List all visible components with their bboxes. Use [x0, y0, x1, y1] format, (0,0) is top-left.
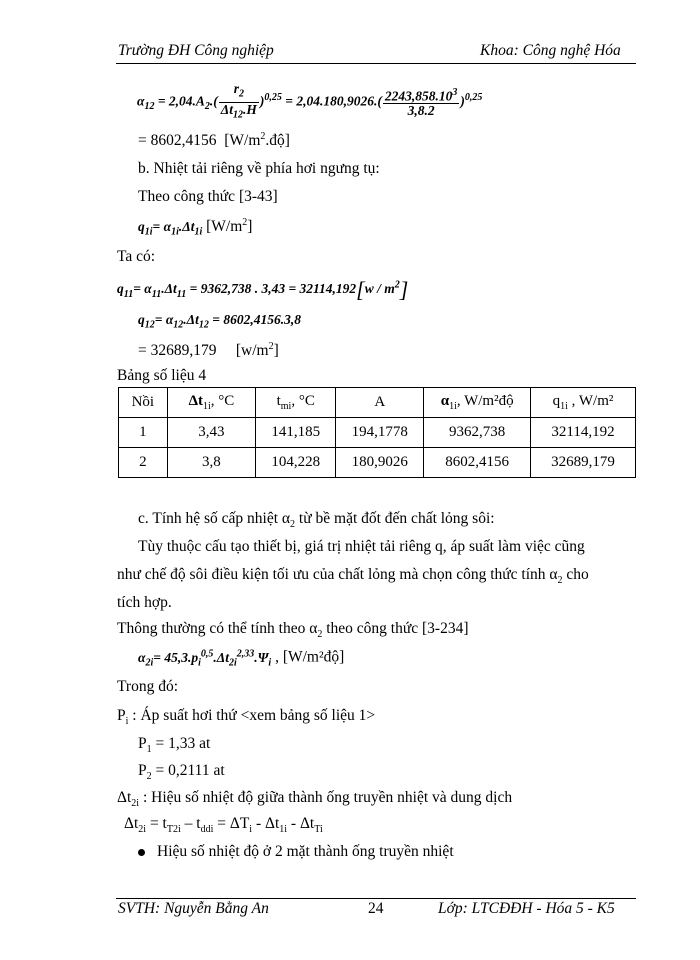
col-header: Nồi: [119, 388, 168, 418]
equation-q12: $q_{12}= \alpha_{12}.\Delta t_{12} = 8602,4156.3,8$: [138, 312, 301, 331]
equation-alpha12-result: = 8602,4156 $[W/m^2.độ]$: [138, 131, 290, 150]
footer-class: Lớp: LTCĐĐH - Hóa 5 - K5: [438, 900, 615, 917]
table-cell: 194,1778: [336, 418, 424, 448]
table-title: Bảng số liệu 4: [117, 367, 207, 384]
table-cell: 32689,179: [531, 448, 636, 478]
bullet-icon: [138, 849, 145, 856]
equation-alpha2i: $\alpha_{2i}= 45,3.p_i^{0,5}.\Delta t_{2i}^{2,33}.\Psi_i$ , [W/m²độ]: [138, 648, 345, 669]
page-number: 24: [368, 900, 384, 917]
col-header: $\Delta t_{1i}$, °C: [167, 388, 256, 418]
pi-definition: $P_i$ : Áp suất hơi thứ <xem bảng số liệu 1>: [117, 707, 376, 728]
trong-do-label: Trong đó:: [117, 678, 179, 695]
formula-ref-343: Theo công thức [3-43]: [138, 188, 278, 205]
table-cell: 9362,738: [424, 418, 531, 448]
table-cell: 32114,192: [531, 418, 636, 448]
table-cell: 2: [119, 448, 168, 478]
header-rule: [116, 63, 636, 64]
equation-q12-result: = 32689,179 $[w/m^2]$: [138, 341, 279, 360]
ta-co-label: Ta có:: [117, 248, 156, 265]
p1-value: $P_1 = 1,33$ at: [138, 735, 211, 756]
section-c-heading: c. Tính hệ số cấp nhiệt $\alpha_2$ từ bề mặt đốt đến chất lỏng sôi:: [138, 510, 495, 531]
bullet-item: Hiệu số nhiệt độ ở 2 mặt thành ống truyền nhiệt: [138, 843, 454, 861]
table-cell: 8602,4156: [424, 448, 531, 478]
equation-q11: $q_{11}= \alpha_{11}.\Delta t_{11} = 9362,738$ . $3,43 = 32114,192[w / m^2]$: [117, 277, 409, 302]
table-cell: 141,185: [256, 418, 336, 448]
p2-value: $P_2 = 0,2111$ at: [138, 762, 225, 783]
header-school: Trường ĐH Công nghiệp: [118, 42, 274, 59]
table-row: [119, 448, 636, 478]
paragraph-line-1: Tùy thuộc cấu tạo thiết bị, giá trị nhiệt tải riêng q, áp suất làm việc cũng: [138, 538, 585, 555]
common-formula-text: Thông thường có thể tính theo $\alpha_2$ theo công thức [3-234]: [117, 620, 469, 641]
table-cell: 180,9026: [336, 448, 424, 478]
header-faculty: Khoa: Công nghệ Hóa: [480, 42, 621, 59]
dt2i-definition: $\Delta t_{2i}$ : Hiệu số nhiệt độ giữa thành ống truyền nhiệt và dung dịch: [117, 789, 513, 810]
col-header: $\alpha_{1i}$, W/m²độ: [424, 388, 531, 418]
paragraph-line-3: tích hợp.: [117, 594, 172, 611]
paragraph-line-2: như chế độ sôi điều kiện tối ưu của chất lỏng mà chọn công thức tính $\alpha_2$ cho: [117, 566, 589, 587]
equation-alpha12: $\alpha_{12} = 2,04.A_2$.( $\frac{r_2}{\Delta t_{12}.H}$ )$^{0,25}$ = 2,04.180,9026.( $\frac{2243,858.10^3}{3,8.2}$ )$^{0,25}$: [137, 81, 483, 121]
table-header-row: [119, 388, 636, 418]
table-cell: 3,43: [167, 418, 256, 448]
table-cell: 3,8: [167, 448, 256, 478]
col-header: A: [336, 388, 424, 418]
table-cell: 1: [119, 418, 168, 448]
col-header: $q_{1i}$ , W/m²: [531, 388, 636, 418]
section-b-heading: b. Nhiệt tải riêng về phía hơi ngưng tụ:: [138, 160, 380, 177]
table-row: [119, 418, 636, 448]
data-table-4: [118, 387, 636, 478]
dt2i-equation: $\Delta t_{2i} = t_{T2i} - t_{ddi} = \Delta T_i - \Delta t_{1i} - \Delta t_{Ti}$: [124, 815, 323, 836]
equation-q1i: $q_{1i}= \alpha_{1i}.\Delta t_{1i}$ $[W/m^2]$: [138, 217, 253, 238]
footer-student: SVTH: Nguyễn Bằng An: [118, 900, 269, 917]
col-header: $t_{mi}$, °C: [256, 388, 336, 418]
footer-rule: [116, 898, 636, 899]
table-cell: 104,228: [256, 448, 336, 478]
